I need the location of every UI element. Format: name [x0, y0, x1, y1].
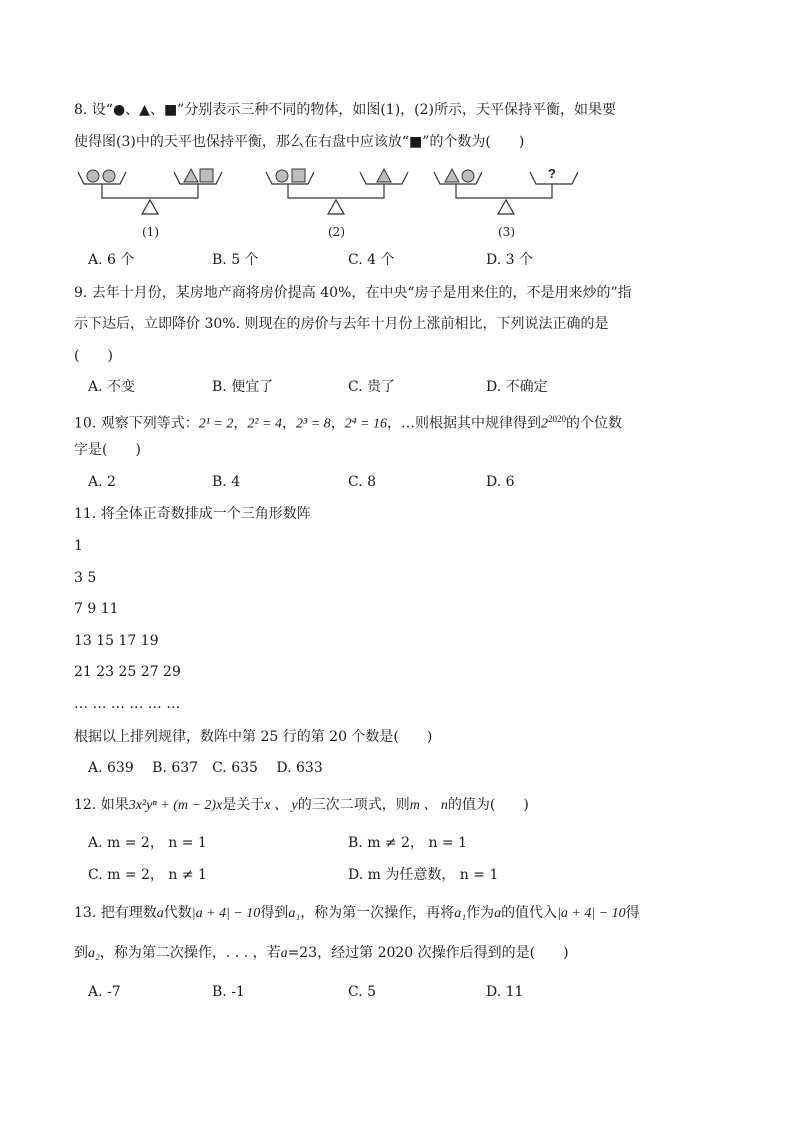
circle-weight [462, 170, 474, 182]
q10-eq3: 2³ = 8 [296, 416, 331, 432]
q8-stem-line1: 8. 设“●、▲、■”分别表示三种不同的物体，如图(1)，(2)所示，天平保持平衡，如果要 [74, 102, 616, 118]
triangle-weight [184, 169, 198, 182]
q12-variables2: m 、 n [409, 798, 448, 813]
q13-var-a1-repeat: a₁ [454, 906, 467, 921]
q8-option-d: D. 3 个 [486, 252, 533, 268]
q9-stem-line3: ( ) [74, 348, 113, 364]
q11-row-ellipsis: … … … … … … [74, 696, 181, 712]
q11-row-4: 13 15 17 19 [74, 633, 159, 649]
q10-option-b: B. 4 [212, 474, 241, 490]
q9-option-d: D. 不确定 [486, 379, 548, 395]
q10-prefix: 10. 观察下列等式： [74, 415, 199, 432]
q10-eq4: 2⁴ = 16 [344, 416, 388, 432]
q8-option-a: A. 6 个 [88, 252, 135, 268]
q13-text-6: 的值代入 [501, 905, 558, 921]
q12-prefix: 12. 如果 [74, 797, 129, 813]
q13-text-2: 代数 [163, 905, 192, 921]
q12-option-d: D. m 为任意数， n = 1 [348, 867, 499, 883]
q12-option-b: B. m ≠ 2， n = 1 [348, 835, 468, 851]
q11-title: 11. 将全体正奇数排成一个三角形数阵 [74, 506, 311, 522]
q11-row-3: 7 9 11 [74, 601, 119, 617]
q10-middle: ，…则根据其中规律得到 [387, 415, 542, 432]
q10-eq1: 2¹ = 2 [198, 416, 234, 432]
q12-expression: 3x²yⁿ + (m − 2)x [128, 798, 223, 813]
question-mark: ? [548, 166, 556, 181]
q13-text-1: 13. 把有理数 [74, 905, 157, 921]
q13-stem-line2 [74, 943, 569, 964]
q11-question: 根据以上排列规律，数阵中第 25 行的第 20 个数是( ) [74, 729, 433, 745]
q13-var-a-third: a [280, 946, 288, 961]
figure-label-3: (3) [498, 225, 515, 239]
circle-weight [103, 170, 115, 182]
q8-option-c: C. 4 个 [348, 252, 395, 268]
q9-stem-line2: 示下达后，立即降价 30%. 则现在的房价与去年十月份上涨前相比，下列说法正确的是 [74, 316, 609, 332]
q10-eq2: 2² = 4 [247, 416, 283, 432]
q12-middle2: 的三次二项式，则 [297, 797, 410, 813]
triangle-weight [377, 169, 391, 182]
figure-label-2: (2) [328, 225, 345, 239]
q9-stem-line1: 9. 去年十月份，某房地产商将房价提高 40%，在中央“房子是用来住的，不是用来炒的”指 [74, 285, 632, 301]
q13-var-a: a [156, 906, 164, 921]
q10-power-base: 2 [541, 416, 549, 432]
q11-options: A. 639 B. 637 C. 635 D. 633 [88, 760, 323, 776]
q13-option-a: A. -7 [88, 984, 121, 1000]
balance-scales-figure [72, 158, 584, 242]
square-weight [292, 169, 305, 182]
q12-option-c: C. m = 2， n ≠ 1 [88, 867, 207, 883]
q10-stem-line2: 字是( ) [74, 442, 141, 458]
q13-abs-expression-repeat: |a + 4| − 10 [557, 906, 626, 921]
q10-option-c: C. 8 [348, 474, 377, 490]
q12-stem [74, 795, 529, 816]
q9-option-c: C. 贵了 [348, 379, 396, 395]
q13-var-a-repeat: a [494, 906, 502, 921]
q12-middle: 是关于 [222, 797, 265, 813]
figure-label-1: (1) [142, 225, 159, 239]
q9-option-a: A. 不变 [88, 379, 136, 395]
q11-row-5: 21 23 25 27 29 [74, 664, 181, 680]
q8-stem-line2: 使得图(3)中的天平也保持平衡，那么在右盘中应该放“■”的个数为( ) [74, 134, 525, 150]
q13-option-c: C. 5 [348, 984, 377, 1000]
q10-power-exponent: 2020 [548, 414, 567, 424]
q13-option-b: B. -1 [212, 984, 245, 1000]
triangle-weight [445, 169, 459, 182]
q12-variables: x 、 y [264, 798, 298, 813]
q10-suffix: 的个位数 [566, 415, 623, 432]
q12-option-a: A. m = 2， n = 1 [88, 835, 207, 851]
q13-abs-expression: |a + 4| − 10 [191, 906, 261, 921]
q11-row-2: 3 5 [74, 570, 97, 586]
circle-weight [87, 170, 99, 182]
q13-stem-line1 [74, 903, 640, 924]
q13-text-9: ，称为第二次操作，. . . ，若 [99, 945, 281, 961]
q11-row-1: 1 [74, 538, 83, 554]
q9-option-b: B. 便宜了 [212, 379, 274, 395]
q10-option-d: D. 6 [486, 474, 515, 490]
q13-text-5: 作为 [466, 905, 495, 921]
q10-option-a: A. 2 [88, 474, 116, 490]
q8-option-b: B. 5 个 [212, 252, 259, 268]
q12-suffix: 的值为( ) [447, 797, 529, 813]
q13-text-3: 得到 [260, 905, 289, 921]
q13-var-a1: a₁ [288, 906, 301, 921]
q13-text-4: ，称为第一次操作，再将 [300, 905, 455, 921]
q13-text-7: 得 [625, 905, 640, 921]
q10-stem-line1: 10. 观察下列等式：2¹ = 2，2² = 4，2³ = 8，2⁴ = 16，…则根据其中规律得到$2^{2020}$的个位数 [74, 414, 623, 432]
circle-weight [276, 170, 288, 182]
q13-text-10: =23，经过第 2020 次操作后得到的是( ) [287, 945, 569, 961]
q13-var-a2: a₂ [88, 946, 100, 961]
q13-option-d: D. 11 [486, 984, 524, 1000]
q13-text-8: 到 [74, 945, 88, 961]
square-weight [200, 169, 213, 182]
